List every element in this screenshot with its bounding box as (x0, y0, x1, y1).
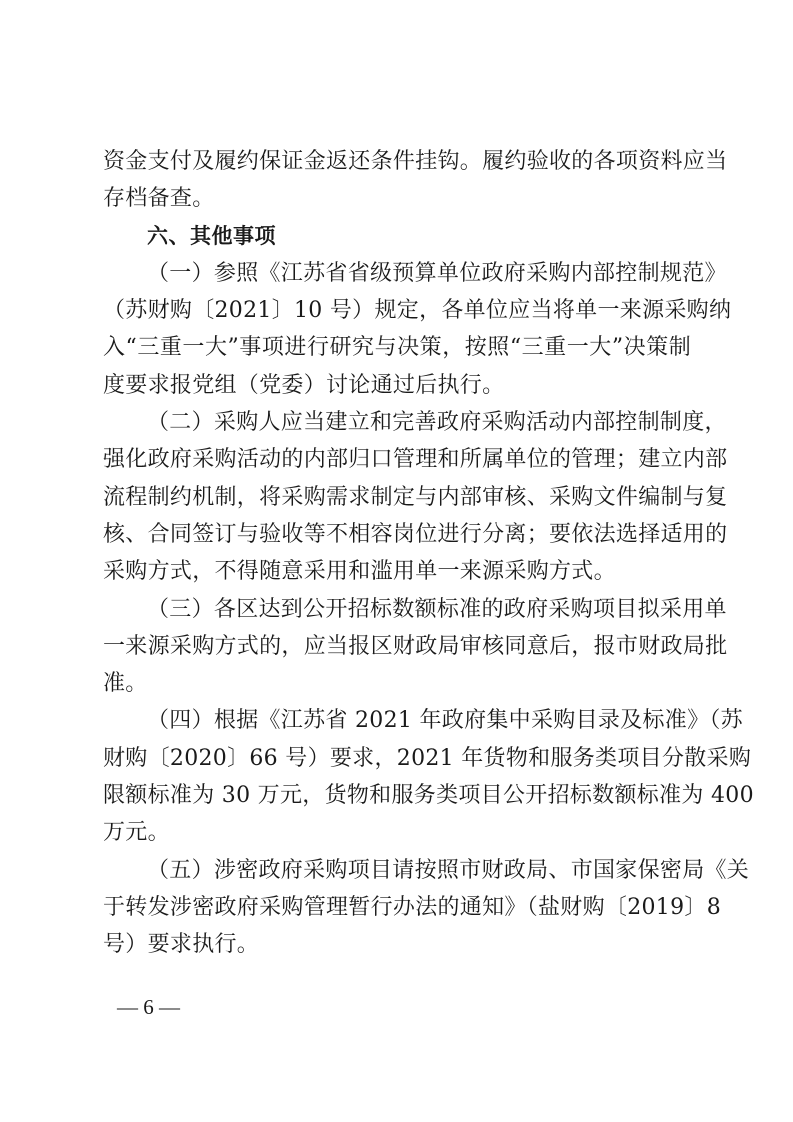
paragraph-line: 核、合同签订与验收等不相容岗位进行分离；要依法选择适用的 (103, 521, 728, 547)
paragraph-line: （一）参照《江苏省省级预算单位政府采购内部控制规范》 (147, 260, 727, 286)
paragraph-line: （二）采购人应当建立和完善政府采购活动内部控制制度， (147, 410, 727, 436)
paragraph-line: 号）要求执行。 (103, 932, 260, 958)
paragraph-line: 存档备查。 (103, 186, 215, 212)
section-heading: 六、其他事项 (147, 223, 276, 248)
paragraph-line: （四）根据《江苏省 2021 年政府集中采购目录及标准》（苏 (147, 708, 743, 734)
paragraph-line: 财购〔2020〕66 号）要求，2021 年货物和服务类项目分散采购 (103, 745, 752, 771)
paragraph-line: 入“三重一大”事项进行研究与决策，按照“三重一大”决策制 (103, 335, 691, 361)
paragraph-line: 准。 (103, 671, 148, 697)
paragraph-line: （五）涉密政府采购项目请按照市财政局、市国家保密局《关 (147, 857, 750, 883)
document-body (103, 143, 754, 964)
paragraph-line: 资金支付及履约保证金返还条件挂钩。履约验收的各项资料应当 (103, 149, 728, 174)
paragraph-line: 于转发涉密政府采购管理暂行办法的通知》（盐财购〔2019〕8 (103, 894, 721, 920)
paragraph-line: 限额标准为 30 万元，货物和服务类项目公开招标数额标准为 400 (103, 783, 754, 809)
paragraph-line: 一来源采购方式的，应当报区财政局审核同意后，报市财政局批 (103, 633, 728, 659)
paragraph-line: 度要求报党组（党委）讨论通过后执行。 (103, 372, 505, 398)
paragraph-line: 万元。 (103, 820, 170, 846)
paragraph-line: 强化政府采购活动的内部归口管理和所属单位的管理；建立内部 (103, 447, 728, 473)
paragraph-line: （苏财购〔2021〕10 号）规定，各单位应当将单一来源采购纳 (103, 298, 732, 324)
paragraph-line: 流程制约机制，将采购需求制定与内部审核、采购文件编制与复 (103, 484, 728, 510)
page-number: — 6 — (117, 995, 180, 1019)
paragraph-line: 采购方式，不得随意采用和滥用单一来源采购方式。 (103, 559, 616, 585)
paragraph-line: （三）各区达到公开招标数额标准的政府采购项目拟采用单 (147, 596, 727, 622)
